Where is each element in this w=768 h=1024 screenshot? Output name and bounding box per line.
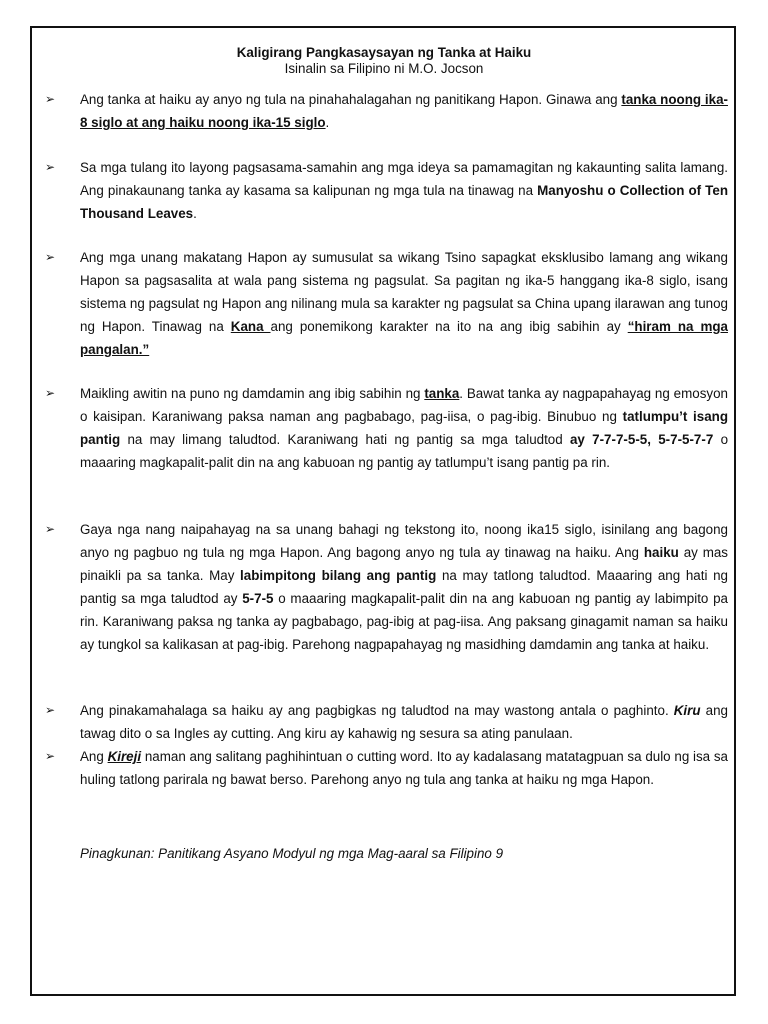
bullet-icon: ➢ — [45, 92, 56, 106]
bullet-icon: ➢ — [45, 522, 56, 536]
underlined-term: Kana — [230, 319, 271, 334]
paragraph-3: Ang mga unang makatang Hapon ay sumusulat sa wikang Tsino sapagkat eksklusibo lamang ang wikang Hapon sa pagsasalita at wala pang sistema ng pagsulat. Sa pagitan ng ika-5 hanggang ika-8 siglo, isang sistema ng pagsulat ng Hapon ang nilinang mula sa karakter ng pagsulat sa China upang ilarawan ang tunog ng Hapon. Tinawag na Kana ang ponemikong karakter na ito na ang ibig sabihin ay “hiram na mga pangalan.” — [80, 250, 728, 357]
document-subtitle: Isinalin sa Filipino ni M.O. Jocson — [284, 61, 484, 76]
underlined-term: “hiram na mga pangalan.” — [80, 319, 728, 357]
bold-term: haiku — [643, 545, 679, 560]
paragraph-6: Ang pinakamahalaga sa haiku ay ang pagbigkas ng taludtod na may wastong antala o paghinto. Kiru ang tawag dito o sa Ingles ay cutting. Ang kiru ay kahawig ng sesura sa ating panulaan. — [80, 703, 728, 741]
bold-term: 5-7-5 — [242, 591, 274, 606]
italic-term: Kiru — [673, 703, 701, 718]
source-citation: Pinagkunan: Panitikang Asyano Modyul ng mga Mag-aaral sa Filipino 9 — [80, 846, 504, 861]
bold-term: tatlumpu’t isang pantig — [80, 409, 729, 447]
bold-term: Manyoshu o Collection of Ten Thousand Leaves — [80, 183, 728, 221]
paragraph-4: Maikling awitin na puno ng damdamin ang ibig sabihin ng tanka. Bawat tanka ay nagpapahayag ng emosyon o kaisipan. Karaniwang paksa naman ang pagbabago, pag-iisa, o pag-ibig. Binubuo ng tatlumpu’t isang pantig na may limang taludtod. Karaniwang hati ng pantig sa mga taludtod ay 7-7-7-5-5, 5-7-5-7-7 o maaaring magkapalit-palit din na ang kabuoan ng pantig ay tatlumpu’t isang pantig pa rin. — [80, 386, 729, 470]
underlined-term: Kireji — [107, 749, 142, 764]
bullet-icon: ➢ — [45, 160, 56, 174]
bullet-icon: ➢ — [45, 703, 56, 717]
bold-term: labimpitong bilang ang pantig — [240, 568, 437, 583]
underlined-term: tanka noong ika-8 siglo at ang haiku noong ika-15 siglo — [80, 92, 728, 130]
paragraph-7: Ang Kireji naman ang salitang paghihintuan o cutting word. Ito ay kadalasang matatagpuan sa dulo ng isa sa huling tatlong parirala ng bawat berso. Parehong anyo ng tula ang tanka at haiku ng mga Hapon. — [80, 749, 729, 787]
underlined-term: tanka — [424, 386, 460, 401]
bold-term: ay 7-7-7-5-5, 5-7-5-7-7 — [569, 432, 714, 447]
bullet-icon: ➢ — [45, 749, 56, 763]
paragraph-1: Ang tanka at haiku ay anyo ng tula na pinahahalagahan ng panitikang Hapon. Ginawa ang tanka noong ika-8 siglo at ang haiku noong ika-15 siglo. — [80, 92, 728, 130]
bullet-icon: ➢ — [45, 386, 56, 400]
bullet-icon: ➢ — [45, 250, 56, 264]
document-title: Kaligirang Pangkasaysayan ng Tanka at Haiku — [236, 45, 532, 60]
paragraph-5: Gaya nga nang naipahayag na sa unang bahagi ng tekstong ito, noong ika15 siglo, isinilang ang bagong anyo ng pagbuo ng tula ng mga Hapon. Ang bagong anyo ng tula ay tinawag na haiku. Ang haiku ay mas pinaikli pa sa tanka. May labimpitong bilang ang pantig na may tatlong taludtod. Maaaring ang hati ng pantig sa mga taludtod ay 5-7-5 o maaaring magkapalit-palit din na ang kabuoan ng pantig ay labimpito pa rin. Karaniwang paksa ng tanka ay pagbabago, pag-ibig at pag-iisa. Ang paksang ginagamit naman sa haiku ay tungkol sa kalikasan at pag-ibig. Parehong nagpapahayag ng masidhing damdamin ang tanka at haiku. — [80, 522, 729, 652]
paragraph-2: Sa mga tulang ito layong pagsasama-samahin ang mga ideya sa pamamagitan ng kakaunting salita lamang. Ang pinakaunang tanka ay kasama sa kalipunan ng mga tula na tinawag na Manyoshu o Collection of Ten Thousand Leaves. — [80, 160, 728, 221]
